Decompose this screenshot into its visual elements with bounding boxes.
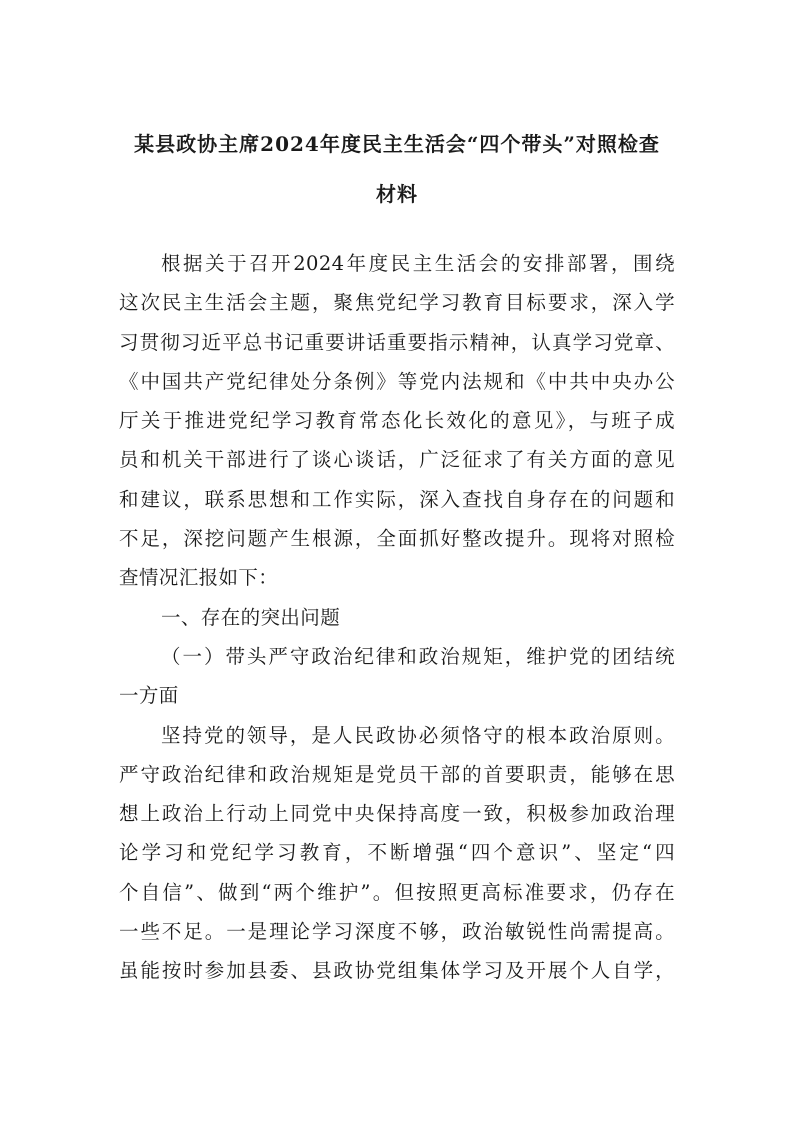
paragraph-line: 论学习和党纪学习教育，不断增强“四个意识”、坚定“四 [119,841,675,865]
paragraph-line: 和建议，联系思想和工作实际，深入查找自身存在的问题和 [119,487,675,511]
paragraph-line: 这次民主生活会主题，聚焦党纪学习教育目标要求，深入学 [119,291,675,315]
paragraph-line: 员和机关干部进行了谈心谈话，广泛征求了有关方面的意见 [119,448,675,472]
subsection-heading-cont: 一方面 [119,684,179,708]
document-title-line1: 某县政协主席2024年度民主生活会“四个带头”对照检查 [134,132,660,156]
paragraph-line: 坚持党的领导，是人民政协必须恪守的根本政治原则。 [161,723,675,747]
paragraph-line: 个自信”、做到“两个维护”。但按照更高标准要求，仍存在 [119,880,675,904]
paragraph-line: 《中国共产党纪律处分条例》等党内法规和《中共中央办公 [119,369,675,393]
section-heading: 一、存在的突出问题 [161,605,341,629]
paragraph-line: 严守政治纪律和政治规矩是党员干部的首要职责，能够在思 [119,762,675,786]
paragraph-line: 想上政治上行动上同党中央保持高度一致，积极参加政治理 [119,802,675,826]
document-body [119,244,675,991]
document-title-line2: 材料 [376,182,418,206]
paragraph-line: 不足，深挖问题产生根源，全面抓好整改提升。现将对照检 [119,527,675,551]
paragraph-line: 虽能按时参加县委、县政协党组集体学习及开展个人自学， [119,959,675,983]
paragraph-line: 根据关于召开2024年度民主生活会的安排部署，围绕 [161,252,675,275]
paragraph-line: 厅关于推进党纪学习教育常态化长效化的意见》，与班子成 [119,409,675,433]
paragraph-line: 习贯彻习近平总书记重要讲话重要指示精神，认真学习党章、 [119,330,675,354]
paragraph-line: 一些不足。一是理论学习深度不够，政治敏锐性尚需提高。 [119,920,675,944]
paragraph-line: 查情况汇报如下： [119,566,279,590]
subsection-heading: （一）带头严守政治纪律和政治规矩，维护党的团结统 [161,644,675,668]
